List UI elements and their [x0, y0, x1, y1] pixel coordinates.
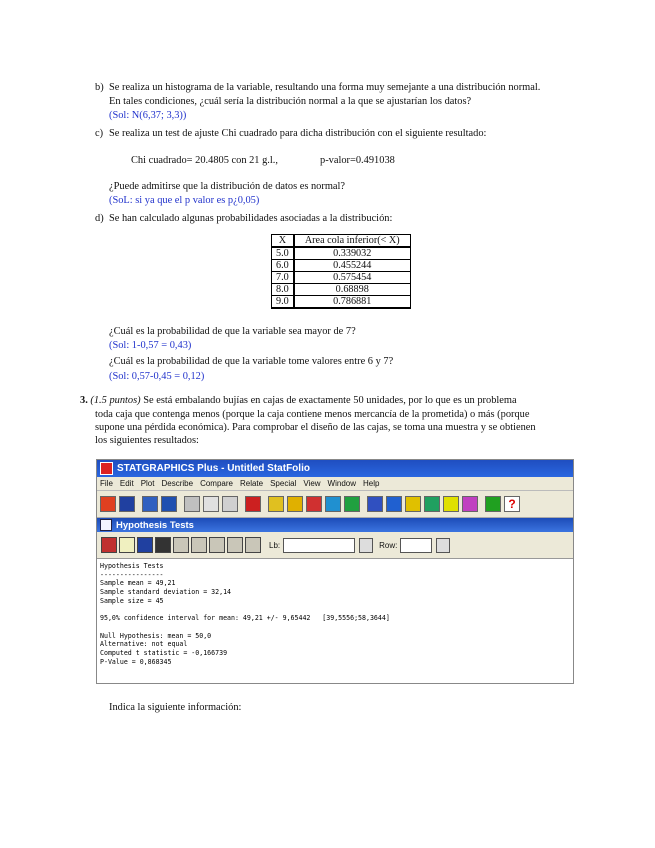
item-b-line1: b) Se realiza un histograma de la variable, resultando una forma muy semejante a una distribución normal.: [95, 82, 541, 93]
table-row: [272, 260, 411, 272]
relate-icon[interactable]: [325, 496, 341, 512]
table-cell: 9.0: [272, 296, 294, 309]
problem3-line3: supone una pérdida económica). Para comprobar el diseño de las cajas, se toma una muestra y se obtienen: [95, 422, 536, 433]
grid-icon[interactable]: [424, 496, 440, 512]
exclude-icon[interactable]: [209, 537, 225, 553]
tabular-options-icon[interactable]: [137, 537, 153, 553]
problem3-number: 3.: [80, 395, 88, 406]
table-cell: 7.0: [272, 272, 294, 284]
label-field-button[interactable]: [359, 538, 373, 553]
menu-edit[interactable]: Edit: [119, 479, 134, 488]
graphical-options-icon[interactable]: [155, 537, 171, 553]
menu-view[interactable]: View: [303, 479, 321, 488]
field2-label: Row:: [379, 540, 398, 550]
output-line: Sample mean = 49,21: [100, 579, 176, 588]
output-line: Sample standard deviation = 32,14: [100, 588, 232, 597]
item-c-question: ¿Puede admitirse que la distribución de datos es normal?: [109, 181, 346, 192]
table-cell: 6.0: [272, 260, 294, 272]
table-header-row: [272, 235, 411, 248]
menu-compare[interactable]: Compare: [200, 479, 233, 488]
problem3-line2: toda caja que contenga menos (porque la caja contiene menos mercancía de la prometida) o más (porque: [95, 409, 530, 420]
output-line: Sample size = 45: [100, 596, 164, 605]
open-icon[interactable]: [100, 496, 116, 512]
row-field-button[interactable]: [436, 538, 450, 553]
analysis-icon[interactable]: [245, 496, 261, 512]
statgraphics-app-icon: [100, 462, 113, 475]
print-icon[interactable]: [245, 537, 261, 553]
menu-bar: [97, 477, 573, 491]
main-toolbar: [97, 491, 573, 518]
analysis-options-icon[interactable]: [119, 537, 135, 553]
app-titlebar: [97, 460, 573, 477]
menu-window[interactable]: Window: [327, 479, 356, 488]
output-line: Null Hypothesis: mean = 50,0: [100, 631, 212, 640]
field1-label: Lb:: [269, 540, 281, 550]
statgraphics-screenshot: [96, 459, 574, 684]
describe-icon[interactable]: [287, 496, 303, 512]
table-header: X: [272, 235, 294, 248]
advisor-icon[interactable]: [485, 496, 501, 512]
chi-square-result: Chi cuadrado= 20.4805 con 21 g.l.,: [131, 155, 278, 166]
menu-file[interactable]: File: [100, 479, 113, 488]
label-field[interactable]: [283, 538, 355, 553]
graph-options-icon[interactable]: [227, 537, 243, 553]
bar-chart-icon[interactable]: [443, 496, 459, 512]
item-c-label: c): [95, 128, 104, 139]
table-cell: 0.786881: [294, 296, 411, 309]
item-b-line2: En tales condiciones, ¿cuál sería la distribución normal a la que se ajustarían los datos?: [109, 96, 472, 107]
menu-plot[interactable]: Plot: [140, 479, 155, 488]
stats-icon[interactable]: [462, 496, 478, 512]
graph-icon[interactable]: [386, 496, 402, 512]
app-title: STATGRAPHICS Plus - Untitled StatFolio: [117, 463, 310, 474]
output-line: Alternative: not equal: [100, 640, 188, 649]
output-line: [100, 623, 570, 632]
special-icon[interactable]: [344, 496, 360, 512]
item-b-label: b): [95, 82, 104, 93]
compare-icon[interactable]: [306, 496, 322, 512]
statfolio-icon[interactable]: [161, 496, 177, 512]
table-row: [272, 272, 411, 284]
paste-icon[interactable]: [222, 496, 238, 512]
help-icon[interactable]: ?: [504, 496, 520, 512]
table-cell: 0.68898: [294, 284, 411, 296]
table-row: [272, 284, 411, 296]
table-cell: 0.339032: [294, 247, 411, 260]
save-results-icon[interactable]: [173, 537, 189, 553]
table-row: [272, 247, 411, 260]
table-cell: 0.575454: [294, 272, 411, 284]
line-chart-icon[interactable]: [405, 496, 421, 512]
item-c-line1: c) Se realiza un test de ajuste Chi cuadrado para dicha distribución con el siguiente resultado:: [95, 128, 487, 139]
menu-relate[interactable]: Relate: [239, 479, 264, 488]
table-cell: 5.0: [272, 247, 294, 260]
analysis-toolbar: [97, 532, 573, 559]
item-d-question1: ¿Cuál es la probabilidad de que la variable sea mayor de 7?: [109, 326, 356, 337]
save-icon[interactable]: [119, 496, 135, 512]
window-icon: [100, 519, 112, 531]
item-d-solution1: (Sol: 1-0,57 = 0,43): [109, 340, 192, 351]
item-d-solution2: (Sol: 0,57-0,45 = 0,12): [109, 371, 205, 382]
output-line: Computed t statistic = -0,166739: [100, 649, 228, 658]
problem3-line4: los siguientes resultados:: [95, 435, 199, 446]
cut-icon[interactable]: [184, 496, 200, 512]
output-line: ----------------: [100, 570, 164, 579]
item-d-line1: d) Se han calculado algunas probabilidades asociadas a la distribución:: [95, 213, 393, 224]
table-row: [272, 296, 411, 309]
output-line: [100, 606, 570, 615]
table-cell: 0.455244: [294, 260, 411, 272]
chart-icon[interactable]: [367, 496, 383, 512]
closing-instruction: Indica la siguiente información:: [109, 702, 242, 713]
output-line: P-Value = 0,868345: [100, 657, 172, 666]
problem3-points: (1.5 puntos): [90, 395, 141, 406]
hypothesis-window-title: Hypothesis Tests: [116, 519, 194, 531]
item-d-question2: ¿Cuál es la probabilidad de que la variable tome valores entre 6 y 7?: [109, 356, 394, 367]
output-line: 95,0% confidence interval for mean: 49,21 +/- 9,65442 [39,5556;58,3644]: [100, 614, 390, 623]
item-c-solution: (SoL: si ya que el p valor es p¿0,05): [109, 195, 260, 206]
probability-table: [271, 234, 411, 309]
hypothesis-window-titlebar: [97, 518, 573, 532]
problem3-line1: 3. (1.5 puntos) Se está embalando bujías en cajas de exactamente 50 unidades, por lo que es un problema: [80, 395, 517, 406]
item-d-label: d): [95, 213, 104, 224]
menu-describe[interactable]: Describe: [161, 479, 194, 488]
pane-options-icon[interactable]: [191, 537, 207, 553]
row-field[interactable]: [400, 538, 432, 553]
plot-icon[interactable]: [268, 496, 284, 512]
copy-icon[interactable]: [203, 496, 219, 512]
item-b-solution: (Sol: N(6,37; 3,3)): [109, 110, 187, 121]
p-value-result: p-valor=0.491038: [320, 155, 395, 166]
menu-help[interactable]: Help: [363, 479, 380, 488]
hypothesis-output: [97, 559, 573, 669]
output-line: Hypothesis Tests: [100, 562, 164, 570]
table-cell: 8.0: [272, 284, 294, 296]
table-header: Area cola inferior(< X): [294, 235, 411, 248]
input-dialog-icon[interactable]: [101, 537, 117, 553]
menu-special[interactable]: Special: [270, 479, 297, 488]
datasheet-icon[interactable]: [142, 496, 158, 512]
